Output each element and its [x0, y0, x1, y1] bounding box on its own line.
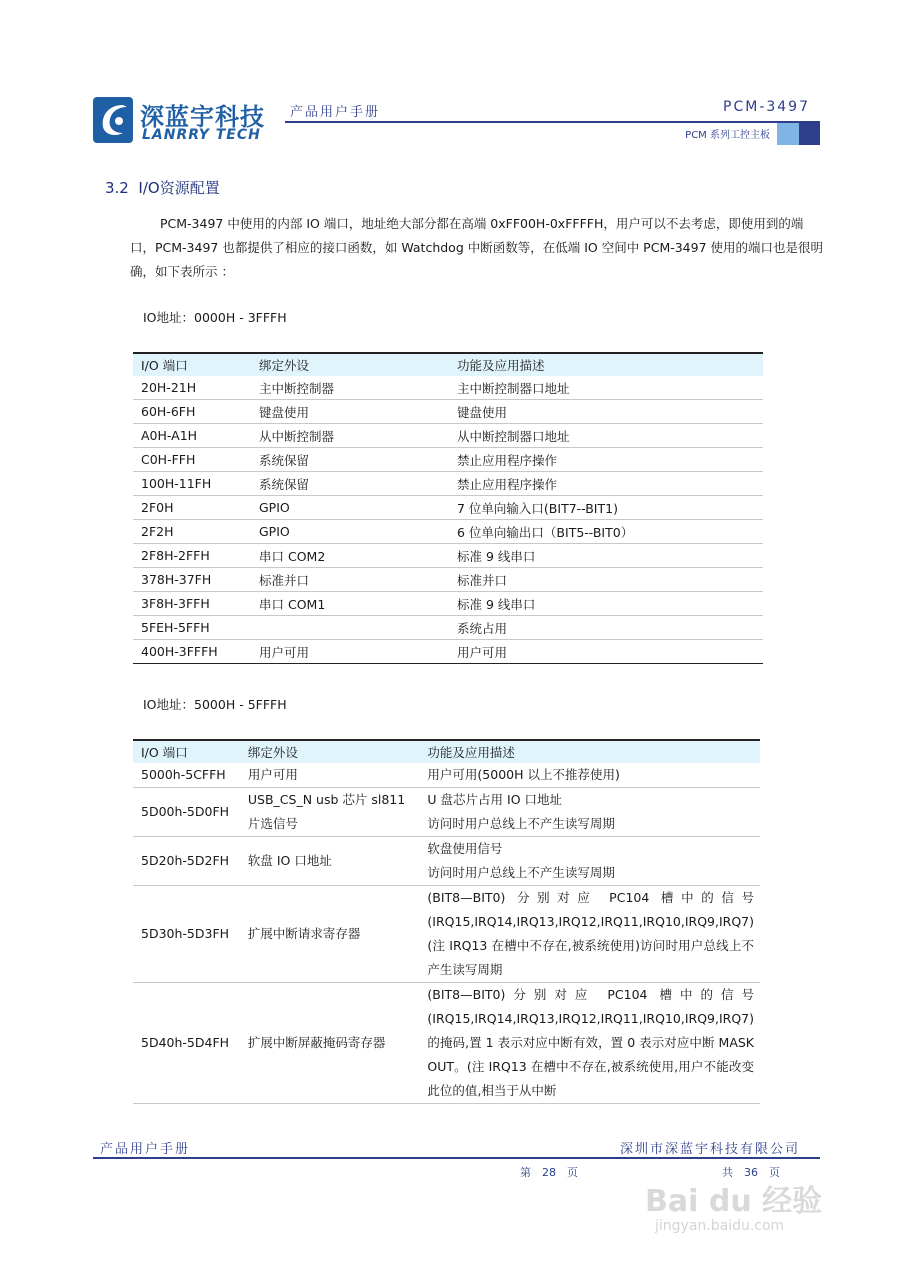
table-cell: 5D30h-5D3FH	[133, 886, 240, 983]
watermark-url: jingyan.baidu.com	[655, 1218, 785, 1234]
table-cell: C0H-FFH	[133, 448, 251, 472]
table-row	[133, 568, 763, 592]
column-header: 功能及应用描述	[449, 353, 763, 376]
header-accent-block-dark	[799, 123, 820, 145]
table-cell: 5FEH-5FFH	[133, 616, 251, 640]
table-cell: (BIT8—BIT0)分别对应 PC104 槽中的信号(IRQ15,IRQ14,IRQ13,IRQ12,IRQ11,IRQ10,IRQ9,IRQ7)的掩码,置 1 表示对应中断有效，置 0 表示对应中断 MASK OUT。(注 IRQ13 在槽中不存在,被系统使用,用户不能改变此位的值,相当于从中断	[419, 983, 760, 1104]
table-cell: 20H-21H	[133, 376, 251, 400]
table-row	[133, 400, 763, 424]
io-table-high	[133, 739, 760, 1104]
column-header: 绑定外设	[251, 353, 449, 376]
table-cell: 标准并口	[251, 568, 449, 592]
table-row	[133, 763, 760, 788]
table-cell: USB_CS_N usb 芯片 sl811 片选信号	[240, 788, 420, 837]
table-row	[133, 544, 763, 568]
table-cell: 从中断控制器口地址	[449, 424, 763, 448]
column-header: 绑定外设	[240, 740, 420, 763]
table2-label: IO地址：5000H - 5FFFH	[143, 697, 287, 712]
table-cell: 100H-11FH	[133, 472, 251, 496]
footer-doc-type: 产品用户手册	[100, 1142, 191, 1157]
io-table-low	[133, 352, 763, 664]
table-cell: 60H-6FH	[133, 400, 251, 424]
table-row	[133, 640, 763, 664]
table-cell: 5D20h-5D2FH	[133, 837, 240, 886]
table-cell: 禁止应用程序操作	[449, 448, 763, 472]
table-row	[133, 592, 763, 616]
table-header-row	[133, 740, 760, 763]
table-cell: 禁止应用程序操作	[449, 472, 763, 496]
table-cell: 5D40h-5D4FH	[133, 983, 240, 1104]
logo-text-cn: 深蓝宇科技	[140, 103, 265, 131]
table-cell: 扩展中断请求寄存器	[240, 886, 420, 983]
table-row	[133, 983, 760, 1104]
table-row	[133, 376, 763, 400]
footer-divider	[93, 1157, 820, 1159]
table-row	[133, 424, 763, 448]
table-cell: GPIO	[251, 520, 449, 544]
table-row	[133, 448, 763, 472]
table-cell: 2F8H-2FFH	[133, 544, 251, 568]
table-header-row	[133, 353, 763, 376]
table-cell: 系统保留	[251, 448, 449, 472]
table-cell: 2F0H	[133, 496, 251, 520]
page-number: 第 28 页	[520, 1166, 578, 1179]
watermark-logo: Bai du 经验	[645, 1184, 823, 1219]
header-subtitle: PCM 系列工控主板	[685, 130, 770, 141]
page-total: 共 36 页	[722, 1166, 780, 1179]
table-row	[133, 616, 763, 640]
footer-company: 深圳市深蓝宇科技有限公司	[619, 1142, 800, 1157]
table-cell: 串口 COM1	[251, 592, 449, 616]
table-cell: 系统保留	[251, 472, 449, 496]
intro-paragraph: PCM-3497 中使用的内部 IO 端口，地址绝大部分都在高端 0xFF00H-0xFFFFH，用户可以不去考虑，即使用到的端口，PCM-3497 也都提供了相应的接口函数，如 Watchdog 中断函数等，在低端 IO 空间中 PCM-3497 使用的端口也是很明确，如下表所示 ：	[130, 216, 824, 279]
table-cell: 键盘使用	[449, 400, 763, 424]
table-cell: 软盘 IO 口地址	[240, 837, 420, 886]
table1-label: IO地址：0000H - 3FFFH	[143, 310, 287, 325]
header-divider	[285, 121, 820, 123]
header-accent-block	[777, 123, 799, 145]
table-cell: 标准 9 线串口	[449, 544, 763, 568]
table-row	[133, 837, 760, 886]
table-row	[133, 788, 760, 837]
table-cell: 用户可用	[240, 763, 420, 788]
table-cell: 400H-3FFFH	[133, 640, 251, 664]
table-cell: 3F8H-3FFH	[133, 592, 251, 616]
table-cell: 主中断控制器	[251, 376, 449, 400]
table-row	[133, 496, 763, 520]
table-cell	[251, 616, 449, 640]
table-cell: A0H-A1H	[133, 424, 251, 448]
table-cell: 用户可用(5000H 以上不推荐使用)	[419, 763, 760, 788]
section-title	[105, 177, 220, 198]
table-row	[133, 886, 760, 983]
table-cell: 6 位单向输出口（BIT5--BIT0）	[449, 520, 763, 544]
table-row	[133, 520, 763, 544]
section-title-text: I/O资源配置	[138, 179, 220, 197]
table-cell: (BIT8—BIT0) 分别对应 PC104 槽中的信号(IRQ15,IRQ14,IRQ13,IRQ12,IRQ11,IRQ10,IRQ9,IRQ7) (注 IRQ13 在槽中不存在,被系统使用)访问时用户总线上不产生读写周期	[419, 886, 760, 983]
column-header: 功能及应用描述	[419, 740, 760, 763]
table-cell: 378H-37FH	[133, 568, 251, 592]
logo-text-en: LANRRY TECH	[142, 127, 261, 143]
table-cell: 从中断控制器	[251, 424, 449, 448]
header-model: PCM-3497	[723, 99, 810, 115]
table-cell: 软盘使用信号 访问时用户总线上不产生读写周期	[419, 837, 760, 886]
table-cell: 键盘使用	[251, 400, 449, 424]
table-cell: 串口 COM2	[251, 544, 449, 568]
company-logo-icon	[93, 97, 133, 143]
table-cell: 5D00h-5D0FH	[133, 788, 240, 837]
table-cell: 5000h-5CFFH	[133, 763, 240, 788]
table-cell: 标准 9 线串口	[449, 592, 763, 616]
column-header: I/O 端口	[133, 740, 240, 763]
table-cell: U 盘芯片占用 IO 口地址 访问时用户总线上不产生读写周期	[419, 788, 760, 837]
table-cell: 7 位单向输入口(BIT7--BIT1)	[449, 496, 763, 520]
table-cell: 主中断控制器口地址	[449, 376, 763, 400]
table-cell: 系统占用	[449, 616, 763, 640]
table-cell: 2F2H	[133, 520, 251, 544]
table-cell: 标准并口	[449, 568, 763, 592]
table-cell: 用户可用	[449, 640, 763, 664]
table-cell: GPIO	[251, 496, 449, 520]
header-doc-type: 产品用户手册	[290, 105, 381, 120]
table-row	[133, 472, 763, 496]
section-number: 3.2	[105, 179, 129, 197]
table-cell: 用户可用	[251, 640, 449, 664]
table-cell: 扩展中断屏蔽掩码寄存器	[240, 983, 420, 1104]
column-header: I/O 端口	[133, 353, 251, 376]
